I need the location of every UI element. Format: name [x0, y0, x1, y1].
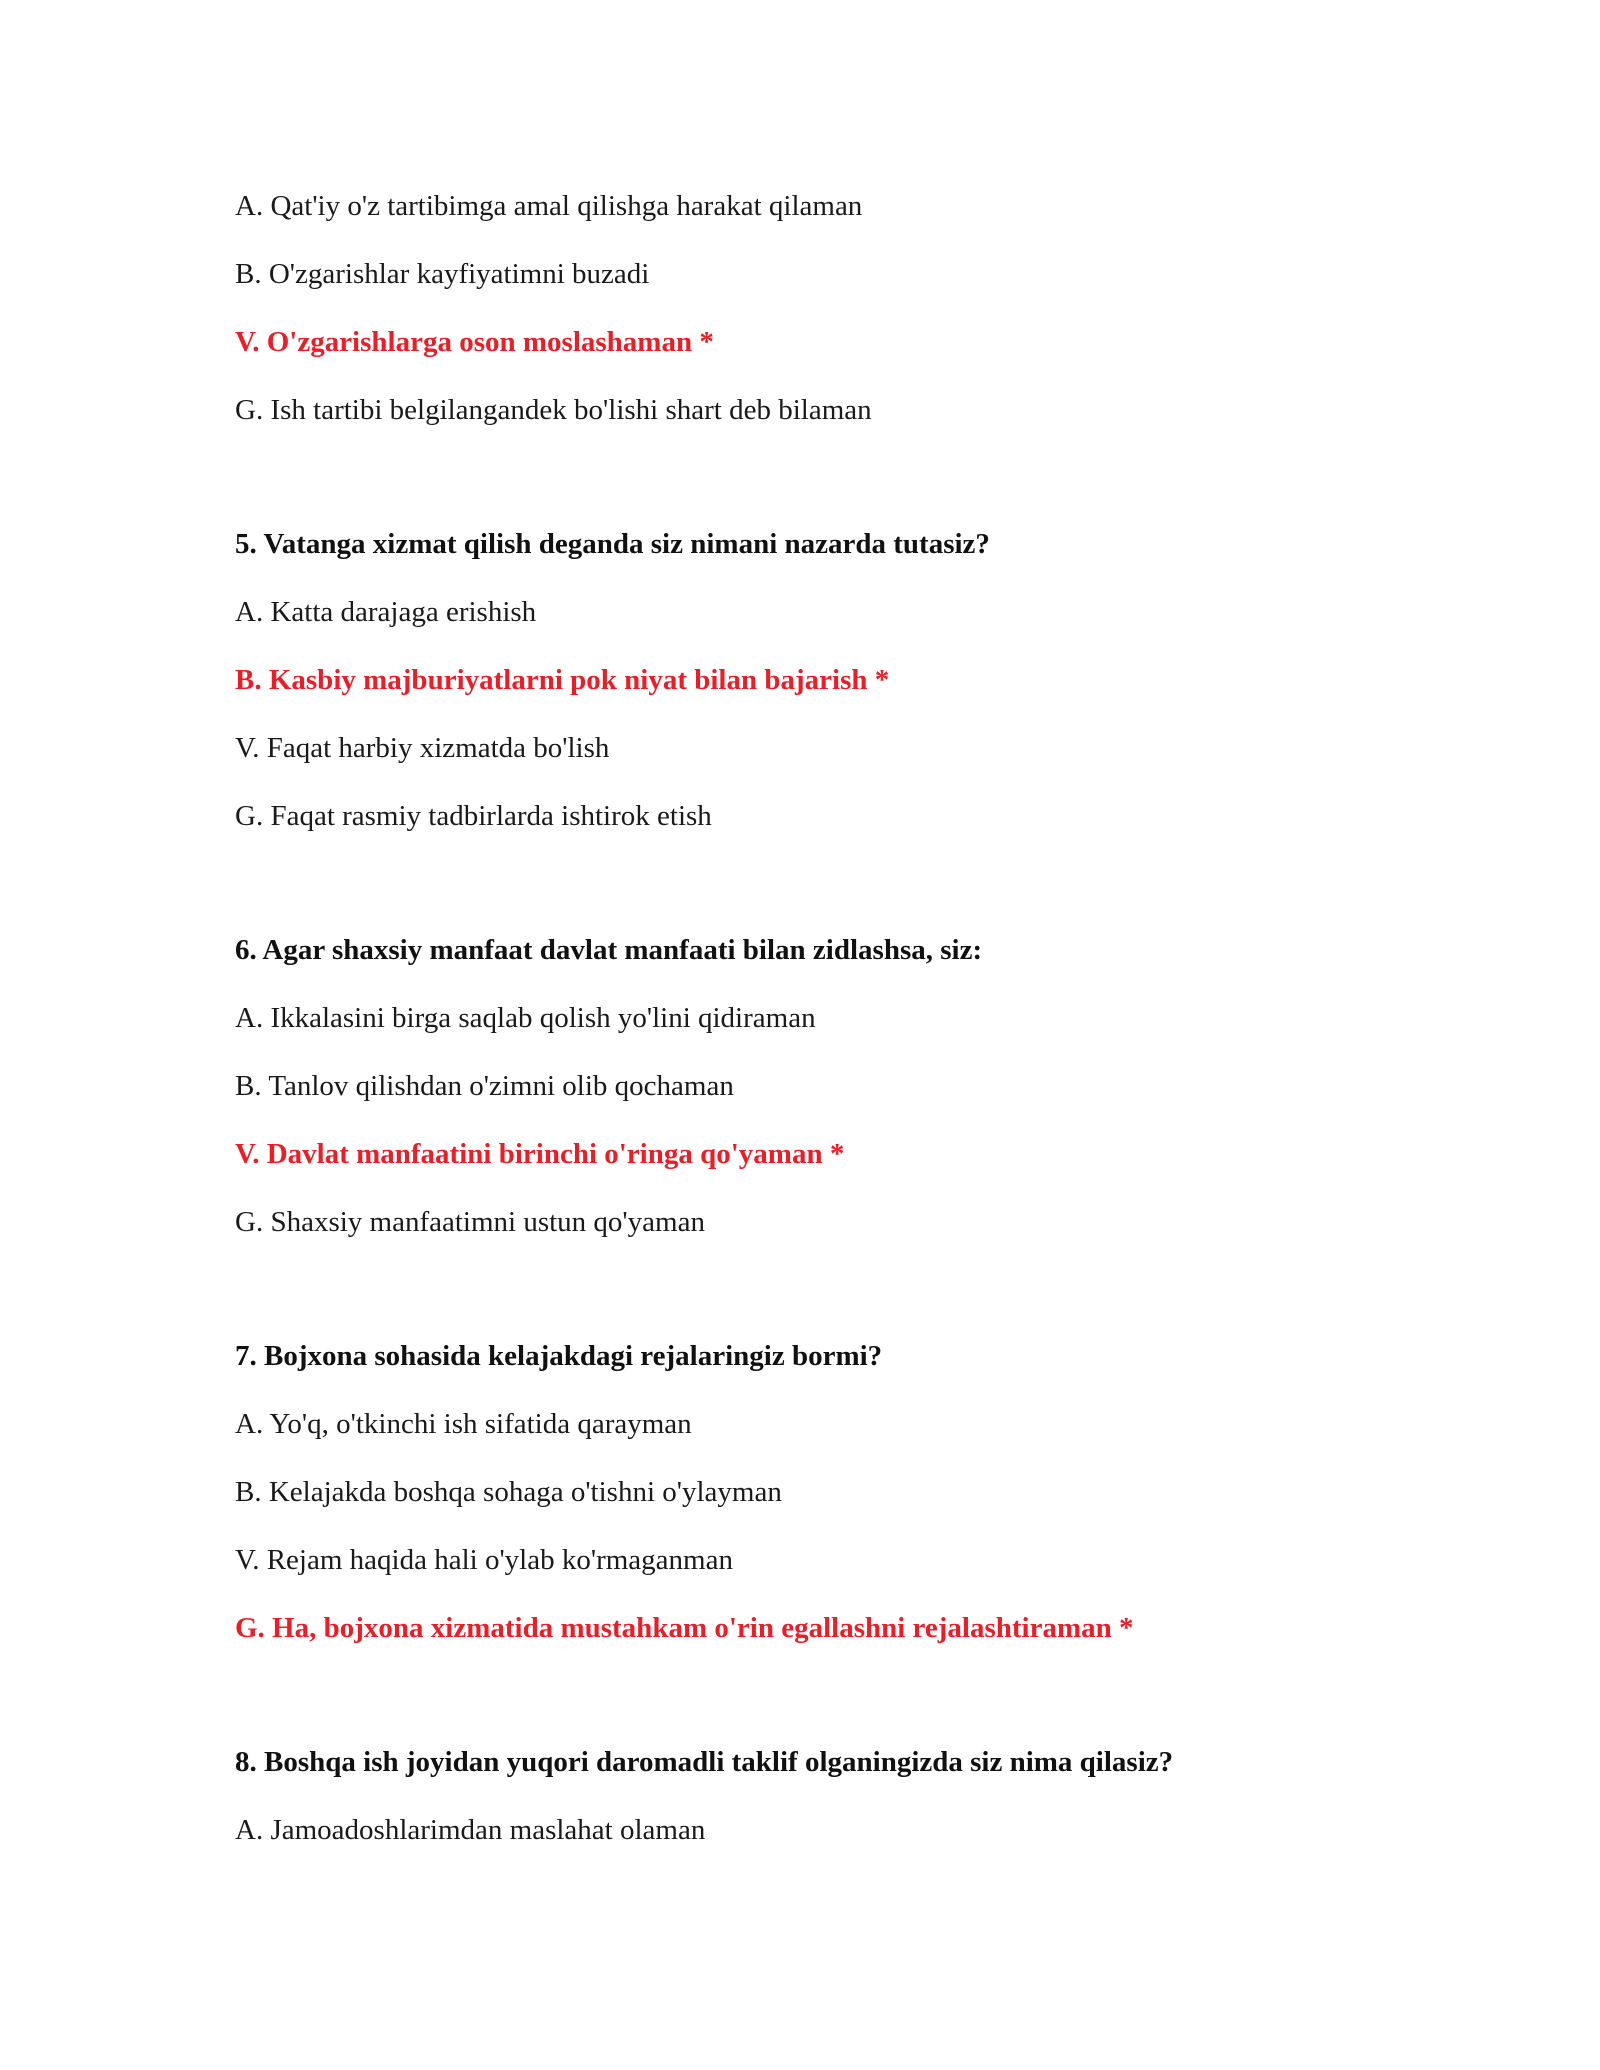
option-g: G. Ish tartibi belgilangandek bo'lishi shart deb bilaman — [235, 394, 872, 426]
option-g-correct: G. Ha, bojxona xizmatida mustahkam o'rin egallashni rejalashtiraman * — [235, 1612, 1134, 1644]
question-8 — [235, 1744, 1435, 1848]
question-title: 8. Boshqa ish joyidan yuqori daromadli taklif olganingizda siz nima qilasiz? — [235, 1746, 1174, 1778]
option-a: A. Jamoadoshlarimdan maslahat olaman — [235, 1814, 706, 1846]
question-7 — [235, 1338, 1435, 1646]
option-v-correct: V. O'zgarishlarga oson moslashaman * — [235, 326, 714, 358]
spacer — [235, 460, 1435, 526]
option-v: V. Faqat harbiy xizmatda bo'lish — [235, 732, 610, 764]
spacer — [235, 1272, 1435, 1338]
previous-question-options — [235, 188, 1435, 428]
option-b: B. O'zgarishlar kayfiyatimni buzadi — [235, 258, 650, 290]
spacer — [235, 1678, 1435, 1744]
option-a: A. Katta darajaga erishish — [235, 596, 537, 628]
question-title: 6. Agar shaxsiy manfaat davlat manfaati bilan zidlashsa, siz: — [235, 934, 983, 966]
option-a: A. Yo'q, o'tkinchi ish sifatida qarayman — [235, 1408, 692, 1440]
option-v: V. Rejam haqida hali o'ylab ko'rmaganman — [235, 1544, 733, 1576]
option-b: B. Tanlov qilishdan o'zimni olib qochaman — [235, 1070, 734, 1102]
option-g: G. Shaxsiy manfaatimni ustun qo'yaman — [235, 1206, 705, 1238]
option-g: G. Faqat rasmiy tadbirlarda ishtirok etish — [235, 800, 712, 832]
option-b-correct: B. Kasbiy majburiyatlarni pok niyat bilan bajarish * — [235, 664, 890, 696]
question-5 — [235, 526, 1435, 834]
question-6 — [235, 932, 1435, 1240]
option-a: A. Ikkalasini birga saqlab qolish yo'lini qidiraman — [235, 1002, 816, 1034]
option-a: A. Qat'iy o'z tartibimga amal qilishga harakat qilaman — [235, 190, 863, 222]
question-title: 7. Bojxona sohasida kelajakdagi rejalaringiz bormi? — [235, 1340, 883, 1372]
question-title: 5. Vatanga xizmat qilish deganda siz nimani nazarda tutasiz? — [235, 528, 990, 560]
option-b: B. Kelajakda boshqa sohaga o'tishni o'ylayman — [235, 1476, 782, 1508]
spacer — [235, 866, 1435, 932]
option-v-correct: V. Davlat manfaatini birinchi o'ringa qo'yaman * — [235, 1138, 845, 1170]
quiz-content — [235, 188, 1435, 1880]
